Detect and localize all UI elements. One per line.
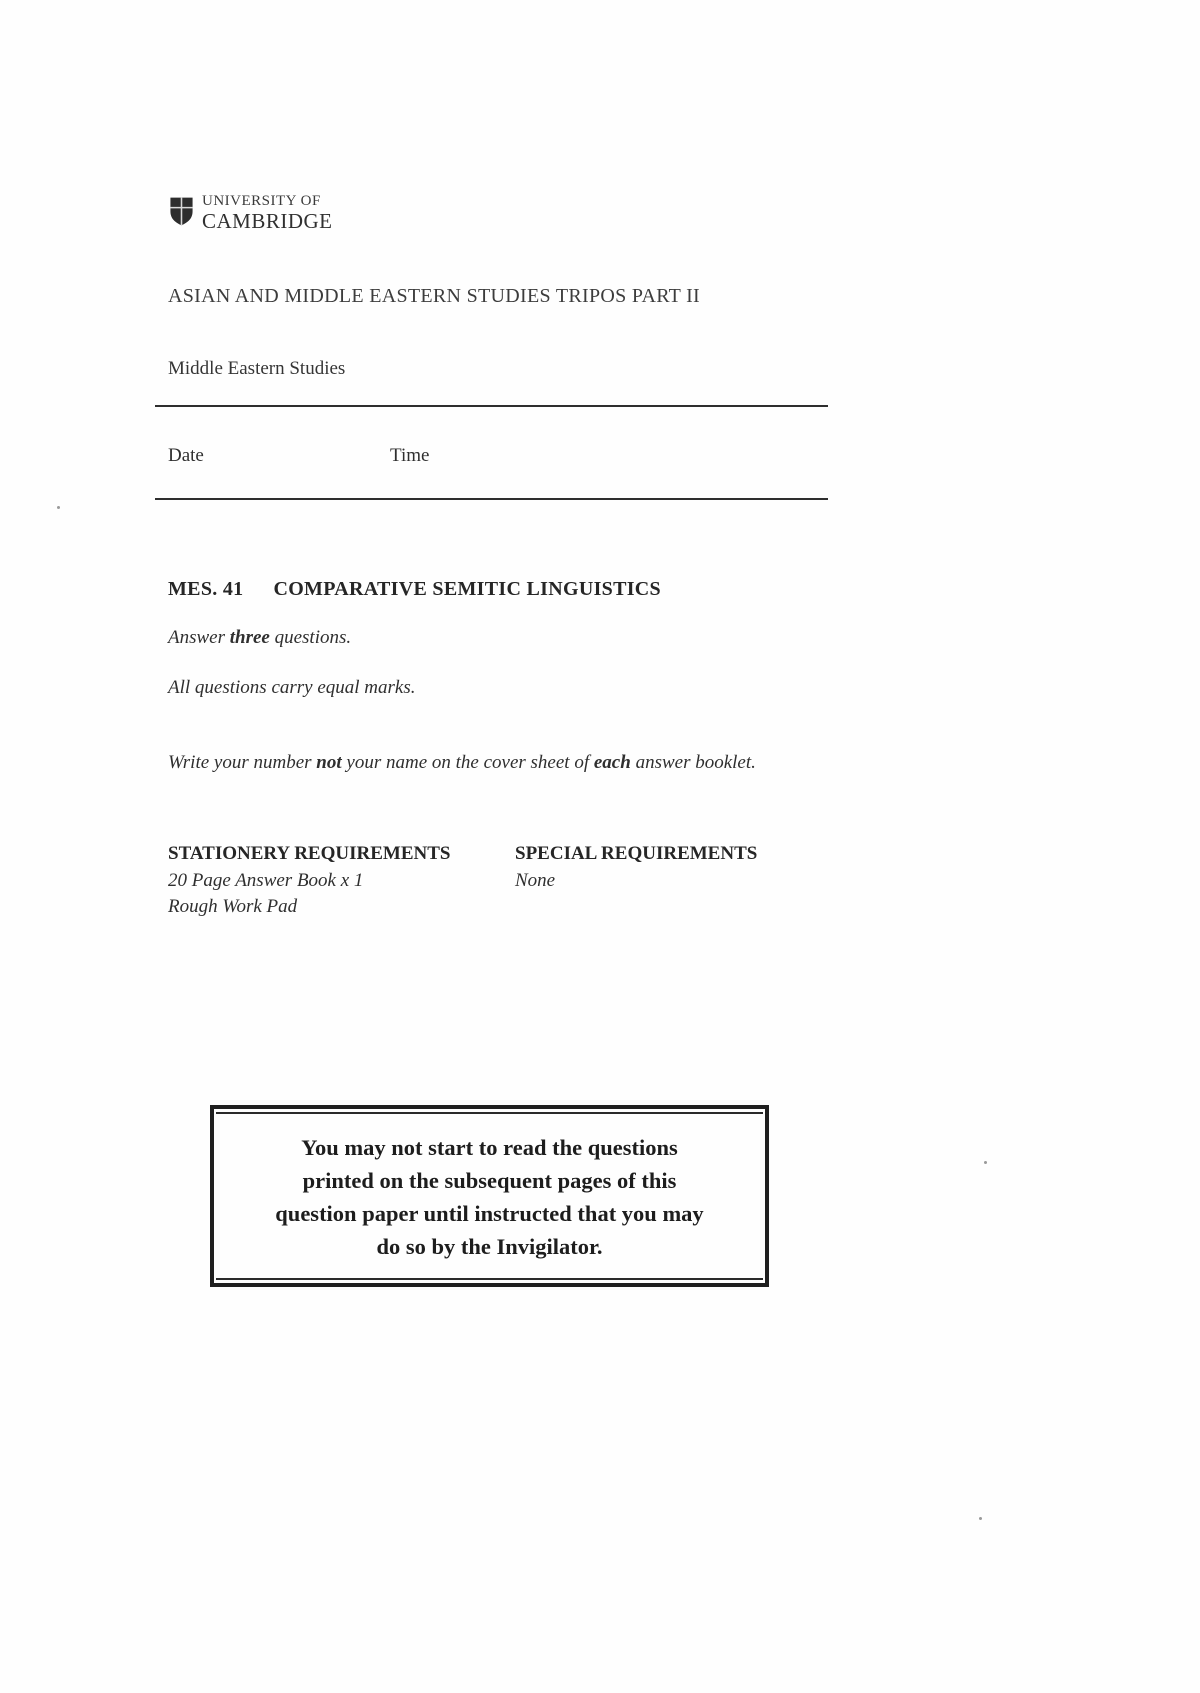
logo-line-university-of: UNIVERSITY OF: [202, 193, 321, 209]
special-requirements-heading: SPECIAL REQUIREMENTS: [515, 843, 758, 864]
scan-artifact-dot: [979, 1517, 982, 1520]
university-logo: [168, 194, 333, 232]
horizontal-rule-bottom: [155, 498, 828, 500]
note-bold-not: not: [316, 752, 342, 773]
instruction-answer-prefix: Answer: [168, 627, 230, 648]
notice-line: do so by the Invigilator.: [376, 1234, 603, 1259]
special-requirements: [515, 843, 835, 894]
exam-title: COMPARATIVE SEMITIC LINGUISTICS: [273, 578, 661, 600]
exam-heading: [168, 578, 661, 601]
exam-code: MES. 41: [168, 578, 244, 600]
subject-title: Middle Eastern Studies: [168, 358, 346, 379]
scan-artifact-dot: [984, 1161, 987, 1164]
instruction-marks: All questions carry equal marks.: [168, 677, 416, 698]
note-part-3: answer booklet.: [630, 752, 756, 773]
instruction-answer-bold: three: [229, 627, 270, 648]
special-requirements-item: None: [515, 870, 556, 891]
instruction-number-note: [168, 752, 756, 774]
cambridge-shield-icon: [168, 196, 195, 232]
note-bold-each: each: [593, 752, 631, 773]
stationery-requirements-heading: STATIONERY REQUIREMENTS: [168, 843, 451, 864]
university-logo-text: [202, 194, 333, 232]
logo-line-cambridge: CAMBRIDGE: [202, 208, 333, 233]
time-label: Time: [390, 445, 430, 466]
invigilator-notice-box: [210, 1105, 769, 1287]
note-part-2: your name on the cover sheet of: [341, 752, 594, 773]
stationery-item: Rough Work Pad: [168, 896, 298, 917]
notice-line: You may not start to read the questions: [301, 1135, 678, 1160]
instruction-answer: [168, 627, 351, 649]
tripos-title: ASIAN AND MIDDLE EASTERN STUDIES TRIPOS PART II: [168, 285, 701, 307]
instruction-answer-suffix: questions.: [269, 627, 352, 648]
invigilator-notice-text: [216, 1112, 763, 1280]
notice-line: question paper until instructed that you may: [275, 1201, 704, 1226]
stationery-requirements: [168, 843, 508, 920]
notice-line: printed on the subsequent pages of this: [302, 1168, 677, 1193]
note-part-1: Write your number: [168, 752, 317, 773]
scan-artifact-dot: [57, 506, 60, 509]
horizontal-rule-top: [155, 405, 828, 407]
stationery-item: 20 Page Answer Book x 1: [168, 870, 364, 891]
date-label: Date: [168, 445, 204, 466]
